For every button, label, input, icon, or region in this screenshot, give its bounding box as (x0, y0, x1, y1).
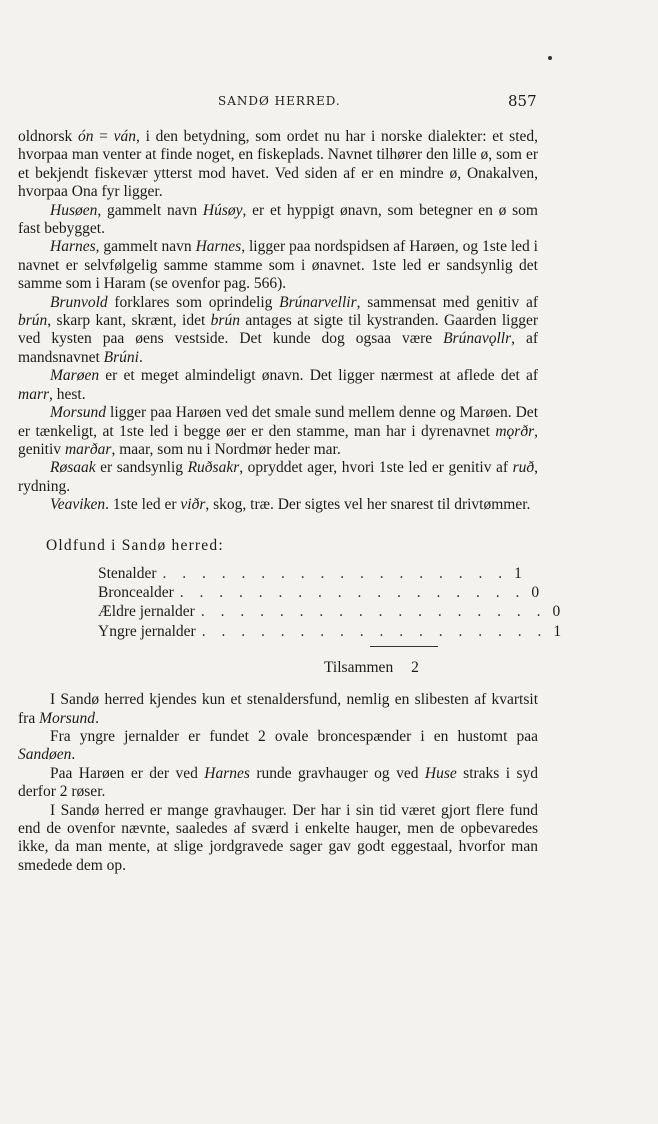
find-count: 0 (552, 603, 561, 621)
paragraph: Marøen er et meget almindeligt ønavn. Det ligger nærmest at aflede det af marr, hest. (18, 367, 538, 403)
paragraph: Paa Harøen er der ved Harnes runde gravhauger og ved Huse straks i syd derfor 2 røser. (18, 764, 538, 801)
paragraph: oldnorsk ón = ván, i den betydning, som ordet nu har i norske dialekter: et sted, hvorpaa man venter at finde noget, en fiskeplads. Navnet tilhører den lille ø, som er et bekjendt fiskevær ytterst mod havet. Ved siden af er en mindre ø, Onakalven, hvorpaa Ona fyr ligger. (18, 128, 539, 201)
place-name-paragraphs (18, 128, 538, 515)
period-label: Ældre jernalder (98, 603, 195, 621)
find-count: 1 (514, 564, 522, 582)
page-header (0, 94, 658, 114)
period-label: Stenalder (98, 564, 157, 582)
oldfund-row (98, 622, 562, 642)
find-count: 1 (553, 622, 562, 640)
paragraph: Veaviken. 1ste led er viðr, skog, træ. Der sigtes vel her snarest til drivtømmer. (50, 496, 531, 514)
paragraph: Fra yngre jernalder er fundet 2 ovale broncespænder i en hustomt paa Sandøen. (18, 727, 538, 764)
leader-dots: . . . . . . . . . . . . . . . . . . (162, 564, 509, 582)
sum-rule (370, 646, 438, 657)
period-label: Yngre jernalder (98, 622, 196, 640)
paragraph: Brunvold forklares som oprindelig Brúnarvellir, sammensat med genitiv af brún, skarp kant, skrænt, idet brún antages at sigte til kystranden. Gaarden ligger ved kysten paa øens vestside. Det kunde dog ogsaa være Brúnavǫllr, af mandsnavnet Brúni. (18, 293, 539, 366)
oldfund-total (324, 659, 538, 677)
page-number: 857 (508, 92, 537, 110)
leader-dots: . . . . . . . . . . . . . . . . . . (201, 622, 548, 640)
total-label: Tilsammen (324, 658, 394, 676)
page-body (18, 128, 562, 875)
findings-paragraphs (18, 691, 538, 875)
leader-dots: . . . . . . . . . . . . . . . . . . (179, 584, 526, 602)
ink-dot (548, 56, 552, 60)
total-value: 2 (411, 658, 419, 676)
oldfund-row (98, 564, 522, 584)
paragraph: I Sandø herred kjendes kun et stenaldersfund, nemlig en slibesten af kvartsit fra Morsund. (18, 691, 538, 727)
paragraph: Morsund ligger paa Harøen ved det smale sund mellem denne og Marøen. Det er tænkeligt, at 1ste led i begge øer er den stamme, man har i dyrenavnet mǫrðr, genitiv marðar, maar, som nu i Nordmør heder mar. (18, 404, 538, 458)
leader-dots: . . . . . . . . . . . . . . . . . . (200, 603, 547, 621)
oldfund-row (98, 603, 561, 622)
find-count: 0 (531, 584, 540, 602)
oldfund-row (98, 584, 540, 603)
oldfund-table (98, 564, 562, 642)
paragraph: I Sandø herred er mange gravhauger. Der har i sin tid været gjort flere fund end de ovenfor nævnte, saaledes af sværd i enkelte hauger, men de opbevaredes ikke, da man mente, at slige jordgravede sager gav godt eggestaal, hvorfor man smedede dem op. (18, 801, 538, 874)
running-title: SANDØ HERRED. (218, 94, 341, 108)
paragraph: Røsaak er sandsynlig Ruðsakr, opryddet ager, hvori 1ste led er genitiv af ruð, rydning. (18, 459, 538, 495)
paragraph: Harnes, gammelt navn Harnes, ligger paa nordspidsen af Harøen, og 1ste led i navnet er selvfølgelig samme stamme som i ønavnet. 1ste led er sandsynlig det samme som i Haram (se ovenfor pag. 566). (18, 238, 538, 293)
oldfund-heading: Oldfund i Sandø herred: (46, 536, 224, 554)
paragraph: Husøen, gammelt navn Húsøy, er et hyppigt ønavn, som betegner en ø som fast bebygget. (18, 201, 538, 238)
period-label: Broncealder (98, 584, 174, 602)
